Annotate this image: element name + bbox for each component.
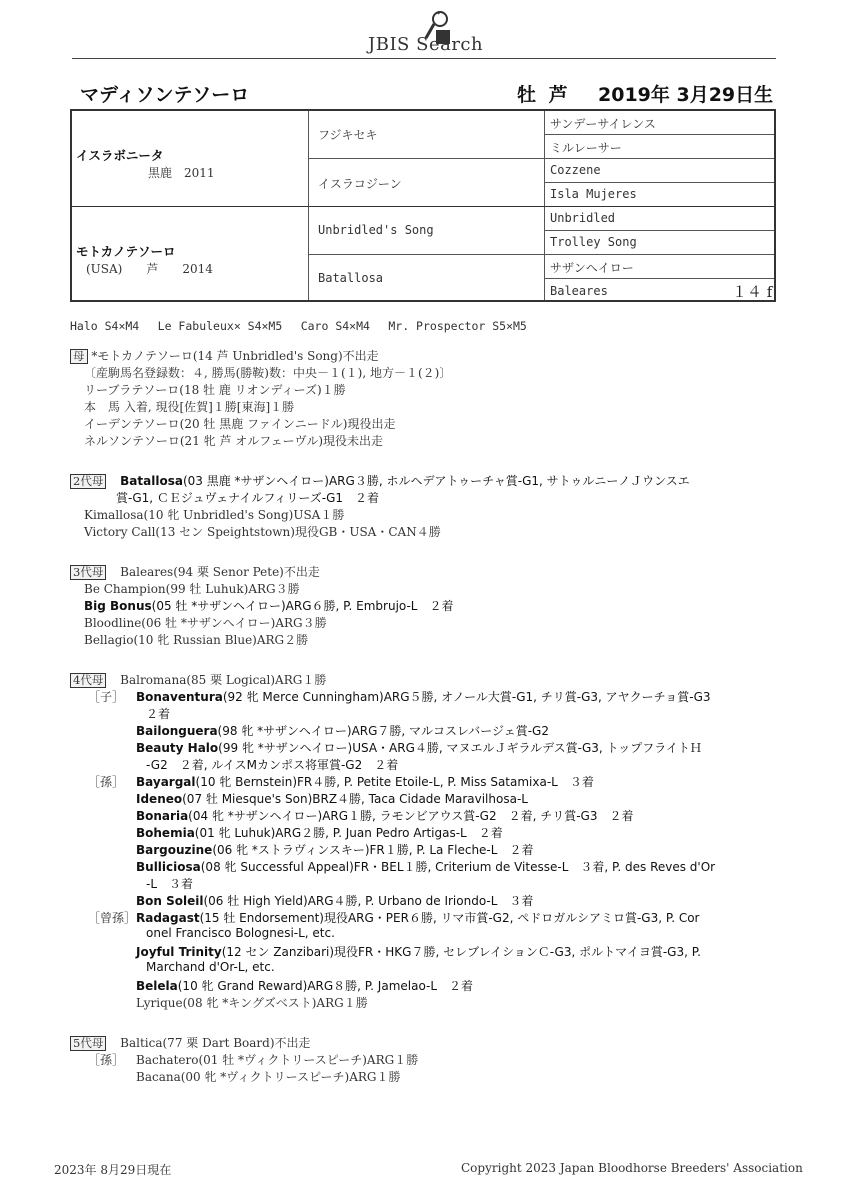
entry-name: Joyful Trinity xyxy=(136,945,222,959)
dam-dam: Batallosa xyxy=(318,271,384,285)
dam-line-6: ネルソンテソーロ(21 牝 芦 オルフェーヴル)現役未出走 xyxy=(84,434,383,448)
gen3-3: Cozzene xyxy=(550,163,601,177)
gen4-entry xyxy=(136,824,503,841)
gen4-entry xyxy=(136,739,702,756)
entry-rest: (06 牡 High Yield)ARG４勝, P. Urbano de Iriondo-L ３着 xyxy=(203,894,534,908)
gen5-line-1: Bachatero(01 牡 *ヴィクトリースピーチ)ARG１勝 xyxy=(136,1053,419,1067)
entry-rest: (04 牝 *サザンヘイロー)ARG１勝, ラモンビアウス賞-G2 ２着, チリ賞-G3 ２着 xyxy=(188,809,634,823)
entry-name: Bon Soleil xyxy=(136,894,204,908)
gen2-name: Batallosa xyxy=(120,474,183,488)
gen4-entry xyxy=(136,807,633,824)
entry-name: Belela xyxy=(136,979,178,993)
gen5-label-grand: ［孫］ xyxy=(88,1053,125,1067)
entry-rest: (06 牝 *ストラヴィンスキー)FR１勝, P. La Fleche-L ２着 xyxy=(212,843,534,857)
gen4-entry xyxy=(136,841,533,858)
jbis-logo xyxy=(368,8,498,58)
gen4-entry xyxy=(136,773,594,790)
entry-rest: (08 牝 Successful Appeal)FR・BEL１勝, Criterium de Vitesse-L ３着, P. des Reves d'Or xyxy=(200,860,716,874)
gen3-5: Unbridled xyxy=(550,211,616,225)
entry-rest: (10 牝 Grand Reward)ARG８勝, P. Jamelao-L ２着 xyxy=(177,979,474,993)
dam-line-5: イーデンテソーロ(20 牡 黒鹿 ファインニードル)現役出走 xyxy=(84,417,396,431)
dam-cell xyxy=(76,242,213,277)
entry-rest: (98 牝 *サザンヘイロー)ARG７勝, マルコスレバージェ賞-G2 xyxy=(217,724,549,738)
gen5-head: Baltica(77 栗 Dart Board)不出走 xyxy=(120,1036,311,1050)
birth-date: 2019年 3月29日生 xyxy=(598,84,774,106)
gen3-head: Baleares(94 栗 Senor Pete)不出走 xyxy=(120,565,320,579)
family-number: １４ f xyxy=(732,283,773,301)
gen4-entry xyxy=(136,790,528,807)
entry-rest: (12 セン Zanzibari)現役FR・HKG７勝, セレブレイションＣ-G3, ポルトマイヨ賞-G3, P. xyxy=(221,945,701,959)
sire-dam: イスラコジーン xyxy=(318,177,402,191)
entry-name: Bonaria xyxy=(136,809,189,823)
gen2-rest-1: (03 黒鹿 *サザンヘイロー)ARG３勝, ホルヘデアトゥーチャ賞-G1, サトゥルニーノＪウンスエ xyxy=(182,474,690,488)
gen5-tag: 5代母 xyxy=(70,1036,106,1051)
gen4-entry-cont: Marchand d'Or-L, etc. xyxy=(146,960,275,974)
entry-rest: (01 牝 Luhuk)ARG２勝, P. Juan Pedro Artigas-L ２着 xyxy=(194,826,503,840)
gen4-head: Balromana(85 栗 Logical)ARG１勝 xyxy=(120,673,327,687)
logo-text: JBIS Search xyxy=(368,34,484,55)
footer-copyright: Copyright 2023 Japan Bloodhorse Breeders' Association xyxy=(461,1161,803,1175)
dam-line-2: 〔産駒馬名登録数：４, 勝馬(勝鞍)数：中央－１(１), 地方－１(２)〕 xyxy=(84,366,452,380)
gen4-entry-cont: -L ３着 xyxy=(146,877,194,891)
gen2-tag: 2代母 xyxy=(70,474,106,489)
sire-name: イスラボニータ xyxy=(76,148,164,163)
entry-name: Beauty Halo xyxy=(136,741,219,755)
gen4-entry xyxy=(136,858,715,875)
gen3-line-2-rest: (05 牡 *サザンヘイロー)ARG６勝, P. Embrujo-L ２着 xyxy=(151,599,454,613)
entry-rest: (99 牝 *サザンヘイロー)USA・ARG４勝, マヌエルＪギラルデス賞-G3, トップフライトＨ xyxy=(218,741,702,755)
entry-name: Bulliciosa xyxy=(136,860,201,874)
sex-color: 牡 芦 xyxy=(517,84,568,106)
pedigree-table xyxy=(70,109,776,302)
gen5-header xyxy=(70,1034,311,1051)
gen4-entry-cont: -G2 ２着, ルイスMカンポス将軍賞-G2 ２着 xyxy=(146,758,399,772)
dam-line-4: 本 馬 入着, 現役[佐賀]１勝[東海]１勝 xyxy=(84,400,295,414)
gen3-7: サザンヘイロー xyxy=(550,261,634,275)
sire-cell xyxy=(76,146,215,181)
gen4-entry-cont: onel Francisco Bolognesi-L, etc. xyxy=(146,926,335,940)
gen3-1: サンデーサイレンス xyxy=(550,117,656,131)
dam-header xyxy=(70,347,379,364)
entry-name: Radagast xyxy=(136,911,200,925)
gen4-entry xyxy=(136,943,701,960)
gen4-entry xyxy=(136,909,699,926)
entry-rest: (92 牝 Merce Cunningham)ARG５勝, オノール大賞-G1, チリ賞-G3, アヤクーチョ賞-G3 xyxy=(222,690,711,704)
gen3-8: Baleares xyxy=(550,284,608,298)
header-rule xyxy=(72,58,776,59)
dam-name: モトカノテソーロ xyxy=(76,244,176,259)
entry-rest: (10 牝 Bernstein)FR４勝, P. Petite Etoile-L, P. Miss Satamixa-L ３着 xyxy=(195,775,594,789)
entry-name: Bayargal xyxy=(136,775,196,789)
entry-name: Bohemia xyxy=(136,826,195,840)
gen4-label-great: ［曾孫］ xyxy=(88,911,137,925)
dam-line-3: リーブラテソーロ(18 牡 鹿 リオンディーズ)１勝 xyxy=(84,383,346,397)
horse-name: マディソンテソーロ xyxy=(80,84,250,106)
gen4-entry xyxy=(136,892,533,909)
gen4-entry xyxy=(136,977,473,994)
gen3-line-2-name: Big Bonus xyxy=(84,599,152,613)
gen3-header xyxy=(70,563,320,580)
gen4-entry-plain: Lyrique(08 牝 *キングズベスト)ARG１勝 xyxy=(136,996,368,1010)
gen4-label-grand: ［孫］ xyxy=(88,775,125,789)
entry-rest: (15 牡 Endorsement)現役ARG・PER６勝, リマ市賞-G2, ペドロガルシアミロ賞-G3, P. Cor xyxy=(199,911,700,925)
gen4-entry-cont: ２着 xyxy=(146,707,171,721)
gen2-header xyxy=(70,472,690,489)
gen3-4: Isla Mujeres xyxy=(550,187,637,201)
entry-name: Ideneo xyxy=(136,792,183,806)
gen2-line-1: Kimallosa(10 牝 Unbridled's Song)USA１勝 xyxy=(84,508,345,522)
gen3-line-1: Be Champion(99 牡 Luhuk)ARG３勝 xyxy=(84,582,300,596)
gen3-line-3: Bloodline(06 牡 *サザンヘイロー)ARG３勝 xyxy=(84,616,327,630)
gen3-line-2 xyxy=(84,597,454,614)
sire-sire: フジキセキ xyxy=(318,128,378,142)
entry-name: Bargouzine xyxy=(136,843,213,857)
gen4-tag: 4代母 xyxy=(70,673,106,688)
entry-name: Bailonguera xyxy=(136,724,218,738)
entry-rest: (07 牡 Miesque's Son)BRZ４勝, Taca Cidade Maravilhosa-L xyxy=(182,792,528,806)
dam-sire: Unbridled's Song xyxy=(318,223,434,237)
sire-info: 黒鹿 2011 xyxy=(148,166,215,180)
dam-info: (USA) 芦 2014 xyxy=(86,262,213,276)
gen2-rest-2: 賞-G1, ＣＥジュヴェナイルフィリーズ-G1 ２着 xyxy=(116,491,380,505)
gen5-line-2: Bacana(00 牝 *ヴィクトリースピーチ)ARG１勝 xyxy=(136,1070,401,1084)
gen4-entry xyxy=(136,688,711,705)
gen3-tag: 3代母 xyxy=(70,565,106,580)
dam-line-1: *モトカノテソーロ(14 芦 Unbridled's Song)不出走 xyxy=(91,349,379,363)
gen3-6: Trolley Song xyxy=(550,235,637,249)
gen4-label-child: ［子］ xyxy=(88,690,125,704)
gen3-2: ミルレーサー xyxy=(550,141,622,155)
gen3-line-4: Bellagio(10 牝 Russian Blue)ARG２勝 xyxy=(84,633,309,647)
gen2-line-2: Victory Call(13 セン Speightstown)現役GB・USA・CAN４勝 xyxy=(84,525,441,539)
inbreeding-line: Halo S4×M4 Le Fabuleux× S4×M5 Caro S4×M4 Mr. Prospector S5×M5 xyxy=(70,319,527,333)
gen4-entry xyxy=(136,722,549,739)
gen4-header xyxy=(70,671,326,688)
footer-date: 2023年 8月29日現在 xyxy=(54,1163,172,1177)
entry-name: Bonaventura xyxy=(136,690,223,704)
dam-tag: 母 xyxy=(70,349,88,364)
